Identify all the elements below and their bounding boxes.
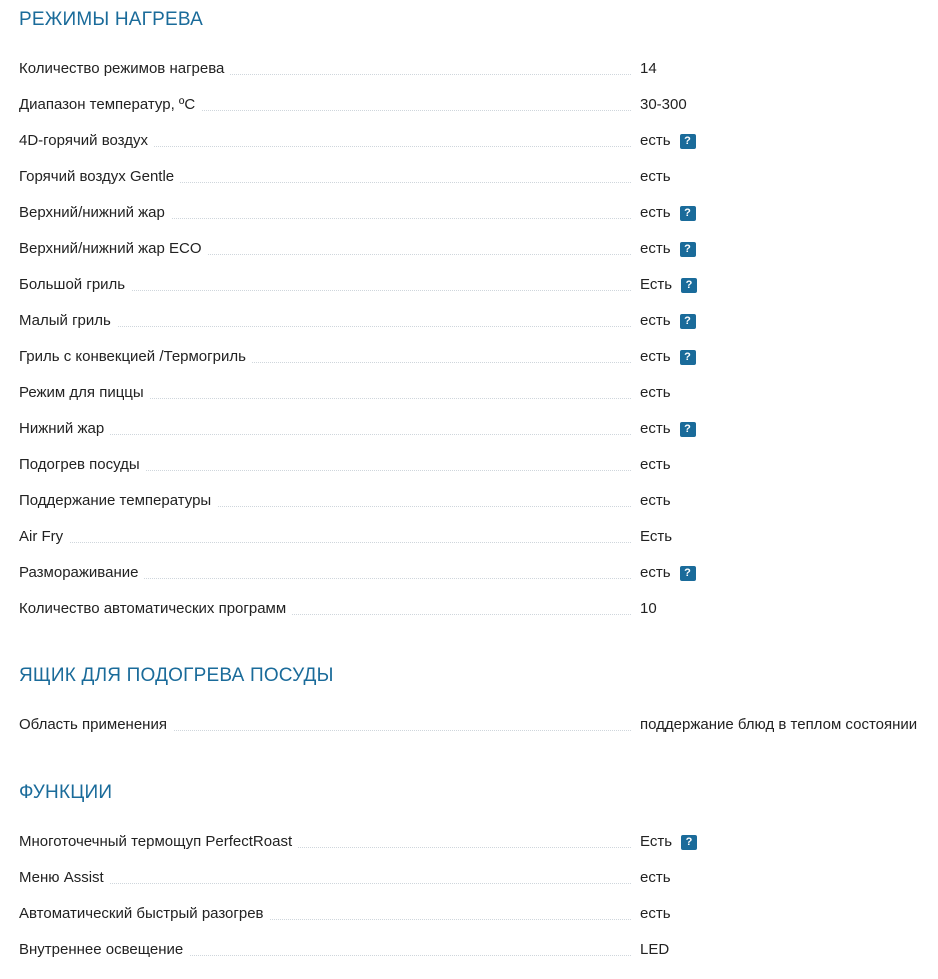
spec-value: есть bbox=[640, 384, 671, 401]
spec-row bbox=[19, 347, 938, 383]
spec-value: 14 bbox=[640, 60, 657, 77]
spec-label: Количество режимов нагрева bbox=[19, 59, 631, 79]
spec-row bbox=[19, 203, 938, 239]
help-icon[interactable]: ? bbox=[680, 206, 696, 221]
section-functions bbox=[19, 781, 938, 958]
spec-row bbox=[19, 563, 938, 599]
spec-list bbox=[19, 715, 938, 751]
spec-value: есть ? bbox=[640, 203, 696, 223]
spec-value: есть ? bbox=[640, 563, 696, 583]
section-title: ЯЩИК ДЛЯ ПОДОГРЕВА ПОСУДЫ bbox=[19, 665, 334, 686]
spec-value: есть bbox=[640, 905, 671, 922]
spec-label: Гриль с конвекцией /Термогриль bbox=[19, 347, 631, 367]
spec-value: 30-300 bbox=[640, 96, 687, 113]
spec-row bbox=[19, 131, 938, 167]
help-icon[interactable]: ? bbox=[680, 422, 696, 437]
spec-label: Область применения bbox=[19, 715, 631, 735]
spec-label: Подогрев посуды bbox=[19, 455, 631, 475]
spec-label: Air Fry bbox=[19, 527, 631, 547]
section-title: РЕЖИМЫ НАГРЕВА bbox=[19, 9, 204, 30]
spec-label: Поддержание температуры bbox=[19, 491, 631, 511]
spec-row bbox=[19, 904, 938, 940]
spec-row bbox=[19, 940, 938, 976]
spec-label: Многоточечный термощуп PerfectRoast bbox=[19, 832, 631, 852]
spec-row bbox=[19, 715, 938, 751]
spec-row bbox=[19, 311, 938, 347]
spec-label: Режим для пиццы bbox=[19, 383, 631, 403]
spec-label: 4D-горячий воздух bbox=[19, 131, 631, 151]
spec-row bbox=[19, 167, 938, 203]
help-icon[interactable]: ? bbox=[680, 242, 696, 257]
spec-value: Есть ? bbox=[640, 832, 697, 852]
spec-value: есть ? bbox=[640, 347, 696, 367]
spec-label: Малый гриль bbox=[19, 311, 631, 331]
spec-label: Меню Assist bbox=[19, 868, 631, 888]
spec-row bbox=[19, 832, 938, 868]
spec-value: 10 bbox=[640, 600, 657, 617]
spec-label: Размораживание bbox=[19, 563, 631, 583]
spec-value: есть ? bbox=[640, 311, 696, 331]
spec-row bbox=[19, 95, 938, 131]
spec-label: Внутреннее освещение bbox=[19, 940, 631, 960]
spec-value: есть ? bbox=[640, 131, 696, 151]
spec-row bbox=[19, 527, 938, 563]
spec-label: Большой гриль bbox=[19, 275, 631, 295]
help-icon[interactable]: ? bbox=[680, 134, 696, 149]
spec-row bbox=[19, 868, 938, 904]
help-icon[interactable]: ? bbox=[680, 350, 696, 365]
spec-label: Нижний жар bbox=[19, 419, 631, 439]
spec-value: LED bbox=[640, 941, 670, 958]
spec-label: Автоматический быстрый разогрев bbox=[19, 904, 631, 924]
spec-row bbox=[19, 491, 938, 527]
help-icon[interactable]: ? bbox=[680, 566, 696, 581]
spec-value: есть bbox=[640, 492, 671, 509]
spec-label: Количество автоматических программ bbox=[19, 599, 631, 619]
spec-label: Горячий воздух Gentle bbox=[19, 167, 631, 187]
spec-row bbox=[19, 59, 938, 95]
section-warming-drawer bbox=[19, 664, 938, 733]
spec-label: Верхний/нижний жар bbox=[19, 203, 631, 223]
section-title: ФУНКЦИИ bbox=[19, 782, 113, 803]
spec-row bbox=[19, 455, 938, 491]
section-heating-modes bbox=[19, 8, 938, 617]
spec-value: Есть ? bbox=[640, 275, 697, 295]
spec-value: есть bbox=[640, 456, 671, 473]
help-icon[interactable]: ? bbox=[681, 835, 697, 850]
spec-row bbox=[19, 239, 938, 275]
spec-value: есть bbox=[640, 168, 671, 185]
spec-list bbox=[19, 59, 938, 635]
spec-value: поддержание блюд в теплом состоянии bbox=[640, 716, 918, 733]
spec-value: Есть bbox=[640, 528, 673, 545]
spec-row bbox=[19, 275, 938, 311]
spec-value: есть bbox=[640, 869, 671, 886]
spec-row bbox=[19, 419, 938, 455]
spec-label: Диапазон температур, ºC bbox=[19, 95, 631, 115]
spec-value: есть ? bbox=[640, 419, 696, 439]
spec-row bbox=[19, 599, 938, 635]
help-icon[interactable]: ? bbox=[680, 314, 696, 329]
spec-value: есть ? bbox=[640, 239, 696, 259]
spec-list bbox=[19, 832, 938, 976]
spec-label: Верхний/нижний жар ECO bbox=[19, 239, 631, 259]
help-icon[interactable]: ? bbox=[681, 278, 697, 293]
spec-row bbox=[19, 383, 938, 419]
